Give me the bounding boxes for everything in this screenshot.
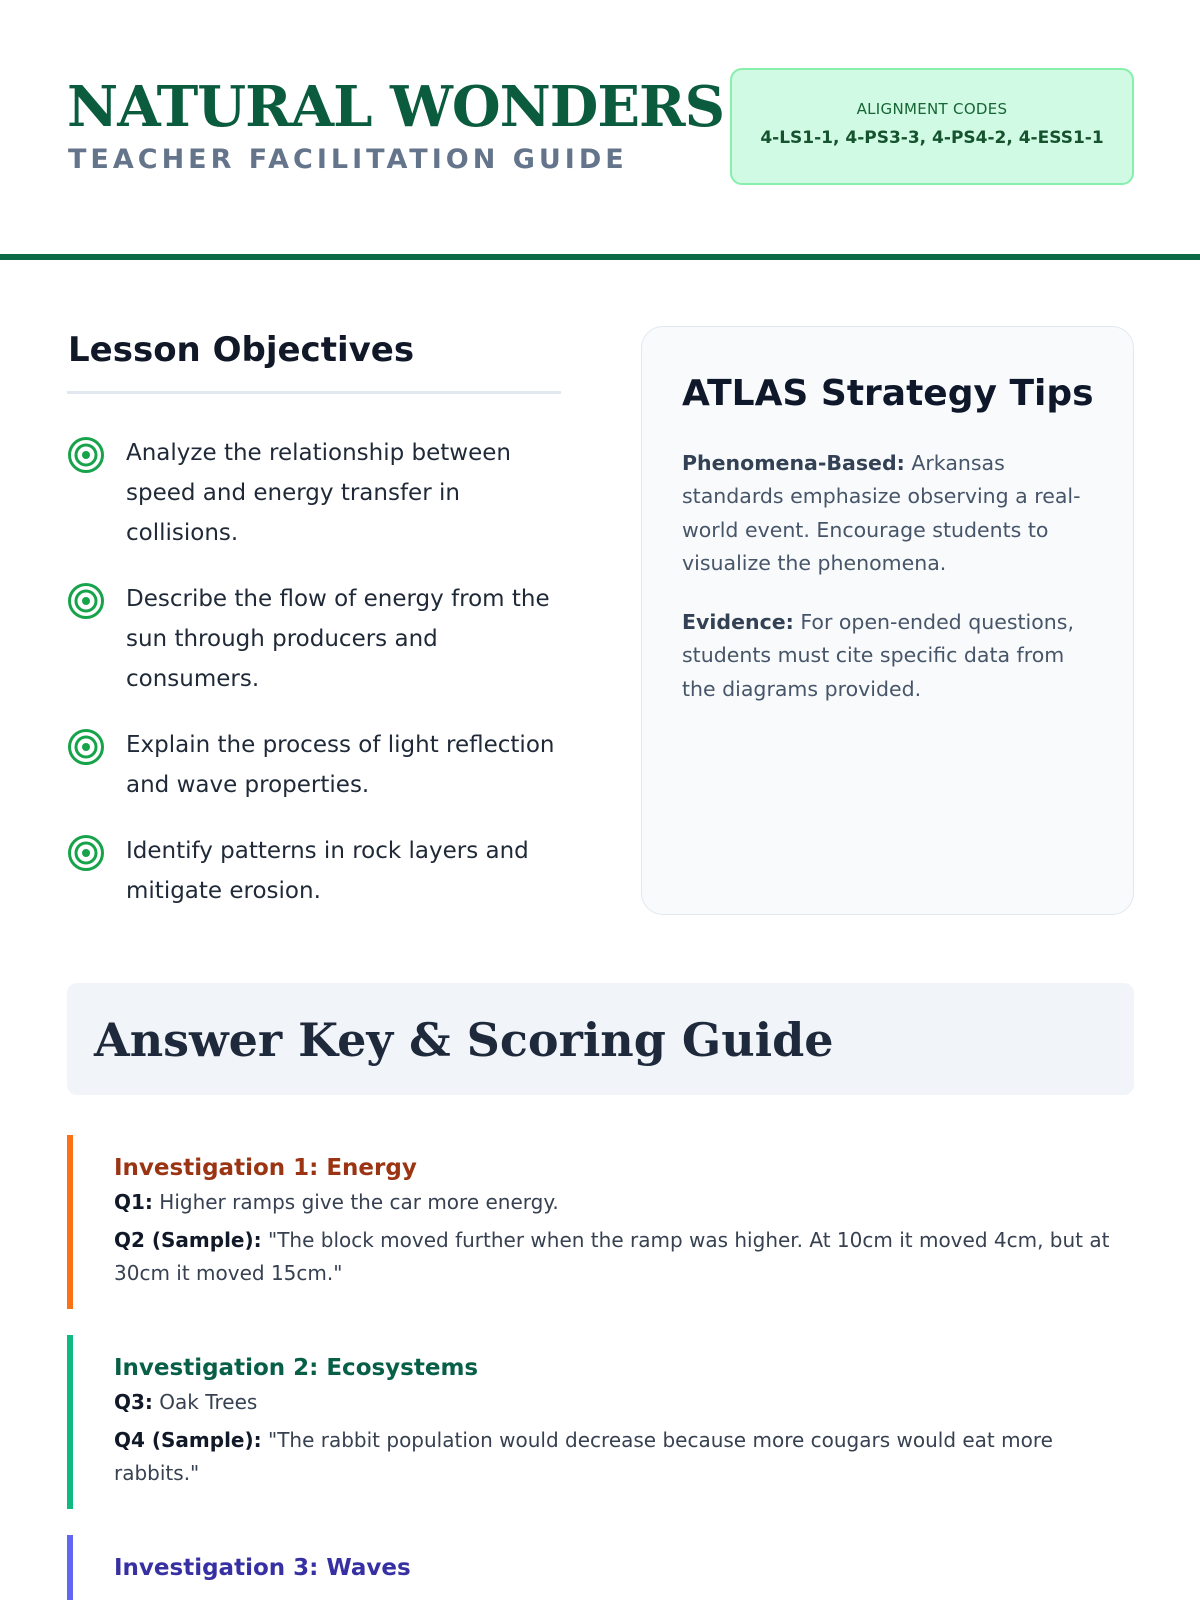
target-icon <box>67 834 105 872</box>
investigation-ecosystems <box>67 1335 1134 1509</box>
objective-item <box>67 433 567 553</box>
question-label: Q4 (Sample): <box>114 1428 262 1452</box>
target-icon <box>67 582 105 620</box>
objective-text: Identify patterns in rock layers and mitigate erosion. <box>126 838 529 904</box>
strategy-tips-title: ATLAS Strategy Tips <box>682 373 1094 414</box>
page-header <box>0 0 1200 260</box>
page-subtitle: TEACHER FACILITATION GUIDE <box>68 144 628 175</box>
question-label: Q3: <box>114 1390 153 1414</box>
tip-label: Phenomena-Based: <box>682 451 905 475</box>
investigation-title: Investigation 3: Waves <box>114 1555 411 1581</box>
tip-phenomena <box>682 447 1102 580</box>
objectives-list <box>67 433 567 911</box>
objective-item <box>67 831 567 911</box>
alignment-codes-label: ALIGNMENT CODES <box>856 100 1008 118</box>
answer-text: Oak Trees <box>152 1390 258 1414</box>
answer-text: "The rabbit population would decrease because more cougars would eat more rabbits." <box>114 1428 1053 1485</box>
objective-item <box>67 579 567 699</box>
answer-key-banner <box>67 983 1134 1095</box>
investigation-title: Investigation 1: Energy <box>114 1155 417 1181</box>
section-divider <box>67 391 561 394</box>
answer-q4 <box>114 1424 1134 1490</box>
target-icon <box>67 728 105 766</box>
objective-text: Analyze the relationship between speed and energy transfer in collisions. <box>126 440 511 546</box>
strategy-tips-body <box>682 447 1102 706</box>
tip-text: Arkansas standards emphasize observing a real-world event. Encourage students to visualize the phenomena. <box>682 451 1081 575</box>
answer-q1 <box>114 1186 1134 1219</box>
alignment-codes-value: 4-LS1-1, 4-PS3-3, 4-PS4-2, 4-ESS1-1 <box>760 128 1104 148</box>
investigation-waves <box>67 1535 1134 1600</box>
target-icon <box>67 436 105 474</box>
investigation-title: Investigation 2: Ecosystems <box>114 1355 479 1381</box>
objective-item <box>67 725 567 805</box>
lesson-objectives-heading: Lesson Objectives <box>68 330 415 370</box>
objective-text: Describe the flow of energy from the sun through producers and consumers. <box>126 586 550 692</box>
answer-text: Higher ramps give the car more energy. <box>152 1190 559 1214</box>
page-title: NATURAL WONDERS <box>67 74 725 140</box>
tip-evidence <box>682 606 1102 706</box>
tip-label: Evidence: <box>682 610 794 635</box>
answer-q3 <box>114 1386 1134 1419</box>
answer-q2 <box>114 1224 1134 1290</box>
tip-text: For open-ended questions, students must cite specific data from the diagrams provided. <box>682 610 1074 701</box>
answer-text: "The block moved further when the ramp was higher. At 10cm it moved 4cm, but at 30cm it moved 15cm." <box>114 1228 1110 1285</box>
objective-text: Explain the process of light reflection and wave properties. <box>126 732 555 798</box>
strategy-tips-card <box>641 326 1134 915</box>
investigation-energy <box>67 1135 1134 1309</box>
answer-key-title: Answer Key & Scoring Guide <box>94 1013 834 1067</box>
alignment-codes-box <box>730 68 1134 185</box>
question-label: Q1: <box>114 1190 153 1214</box>
question-label: Q2 (Sample): <box>114 1228 262 1252</box>
